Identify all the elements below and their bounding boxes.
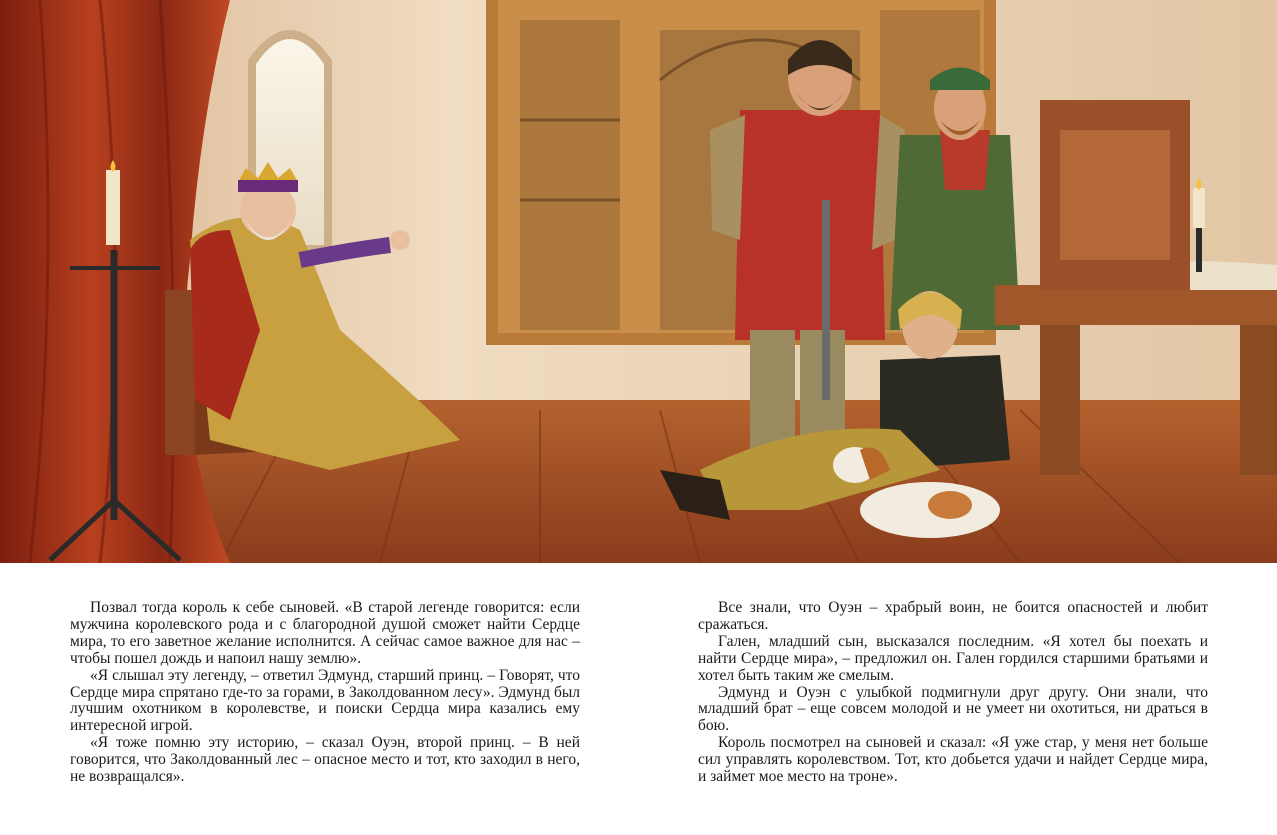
carved-chair xyxy=(1040,100,1190,290)
paragraph: «Я слышал эту легенду, – ответил Эдмунд, старший принц. – Говорят, что Сердце мира спрятано где-то за горами, в Заколдованном лесу». Эдмунд был лучшим охотником в королевстве, и поиски Сердца мира казались ему интересной игрой. xyxy=(70,666,580,735)
paragraph: Все знали, что Оуэн – храбрый воин, не боится опасностей и любит сражаться. xyxy=(698,599,1208,633)
paragraph: Гален, младший сын, высказался последним. «Я хотел бы поехать и найти Сердце мира», – предложил он. Гален гордился старшими братьями и хотел быть таким же смелым. xyxy=(698,632,1208,684)
paragraph: «Я тоже помню эту историю, – сказал Оуэн, второй принц. – В ней говорится, что Заколдованный лес – опасное место и тот, кто заходил в него, не возвращался». xyxy=(70,734,580,786)
left-text-column xyxy=(70,600,580,786)
paragraph: Эдмунд и Оуэн с улыбкой подмигнули друг другу. Они знали, что младший брат – еще совсем молодой и не умеет ни охотиться, ни драться в бою. xyxy=(698,683,1208,735)
right-text-column xyxy=(698,600,1208,786)
paragraph: Позвал тогда король к себе сыновей. «В старой легенде говорится: если мужчина королевского рода и с благородной душой сможет найти Сердце мира, то его заветное желание исполнится. А сейчас самое важное для нас – чтобы пошел дождь и напоил нашу землю». xyxy=(70,599,580,667)
paragraph: Король посмотрел на сыновей и сказал: «Я уже стар, у меня нет больше сил управлять королевством. Тот, кто добьется удачи и найдет Сердце мира, и займет мое место на троне». xyxy=(698,734,1208,786)
